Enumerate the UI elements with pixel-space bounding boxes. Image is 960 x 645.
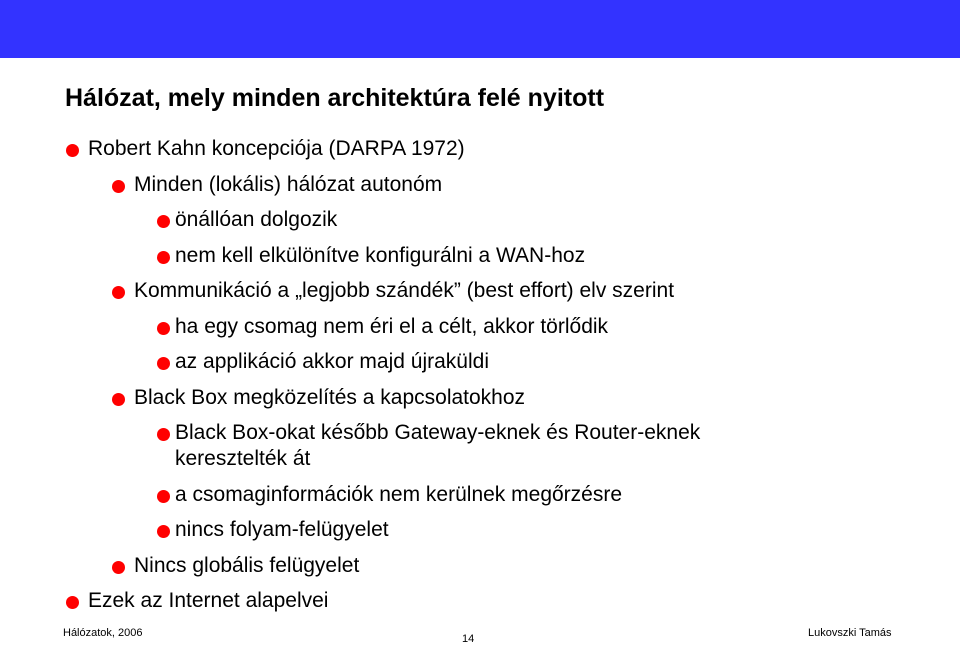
bullet-dot-icon [66,596,79,609]
bullet-text: Black Box megközelítés a kapcsolatokhoz [134,385,526,409]
bullet-item [0,278,960,304]
bullet-dot-icon [157,525,170,538]
bullet-text: nem kell elkülönítve konfigurálni a WAN-hoz [175,243,586,267]
bullet-dot-icon [112,561,125,574]
bullet-item [0,172,960,198]
bullet-text: ha egy csomag nem éri el a célt, akkor törlődik [175,314,609,338]
bullet-text: Nincs globális felügyelet [134,553,360,577]
slide-title: Hálózat, mely minden architektúra felé nyitott [65,84,605,112]
bullet-dot-icon [112,286,125,299]
bullet-dot-icon [157,322,170,335]
bullet-dot-icon [157,251,170,264]
bullet-dot-icon [66,144,79,157]
bullet-dot-icon [157,490,170,503]
bullet-list [0,136,960,624]
bullet-text: az applikáció akkor majd újraküldi [175,350,489,373]
bullet-dot-icon [157,428,170,441]
bullet-item [0,420,960,472]
bullet-item [0,243,960,269]
bullet-item [0,553,960,579]
bullet-text: Kommunikáció a „legjobb szándék” (best effort) elv szerint [134,279,675,302]
footer-author: Lukovszki Tamás [808,627,892,639]
bullet-dot-icon [112,393,125,406]
bullet-text: a csomaginformációk nem kerülnek megőrzésre [175,482,623,506]
footer-page-number: 14 [462,633,475,645]
bullet-item [0,588,960,614]
bullet-dot-icon [157,357,170,370]
bullet-text: önállóan dolgozik [175,208,338,231]
bullet-item [0,349,960,375]
bullet-dot-icon [157,215,170,228]
bullet-text: Black Box-okat később Gateway-eknek és Router-eknek [175,421,701,444]
bullet-text-continuation: keresztelték át [175,447,311,470]
bullet-item [0,314,960,340]
bullet-item [0,385,960,411]
bullet-item [0,136,960,162]
bullet-item [0,517,960,543]
bullet-item [0,207,960,233]
header-bar [0,0,960,58]
footer-course: Hálózatok, 2006 [63,627,143,639]
bullet-text: nincs folyam-felügyelet [175,518,389,541]
bullet-text: Robert Kahn koncepciója (DARPA 1972) [88,137,465,160]
bullet-dot-icon [112,180,125,193]
bullet-text: Ezek az Internet alapelvei [88,589,329,612]
bullet-text: Minden (lokális) hálózat autonóm [134,172,443,196]
bullet-item [0,482,960,508]
